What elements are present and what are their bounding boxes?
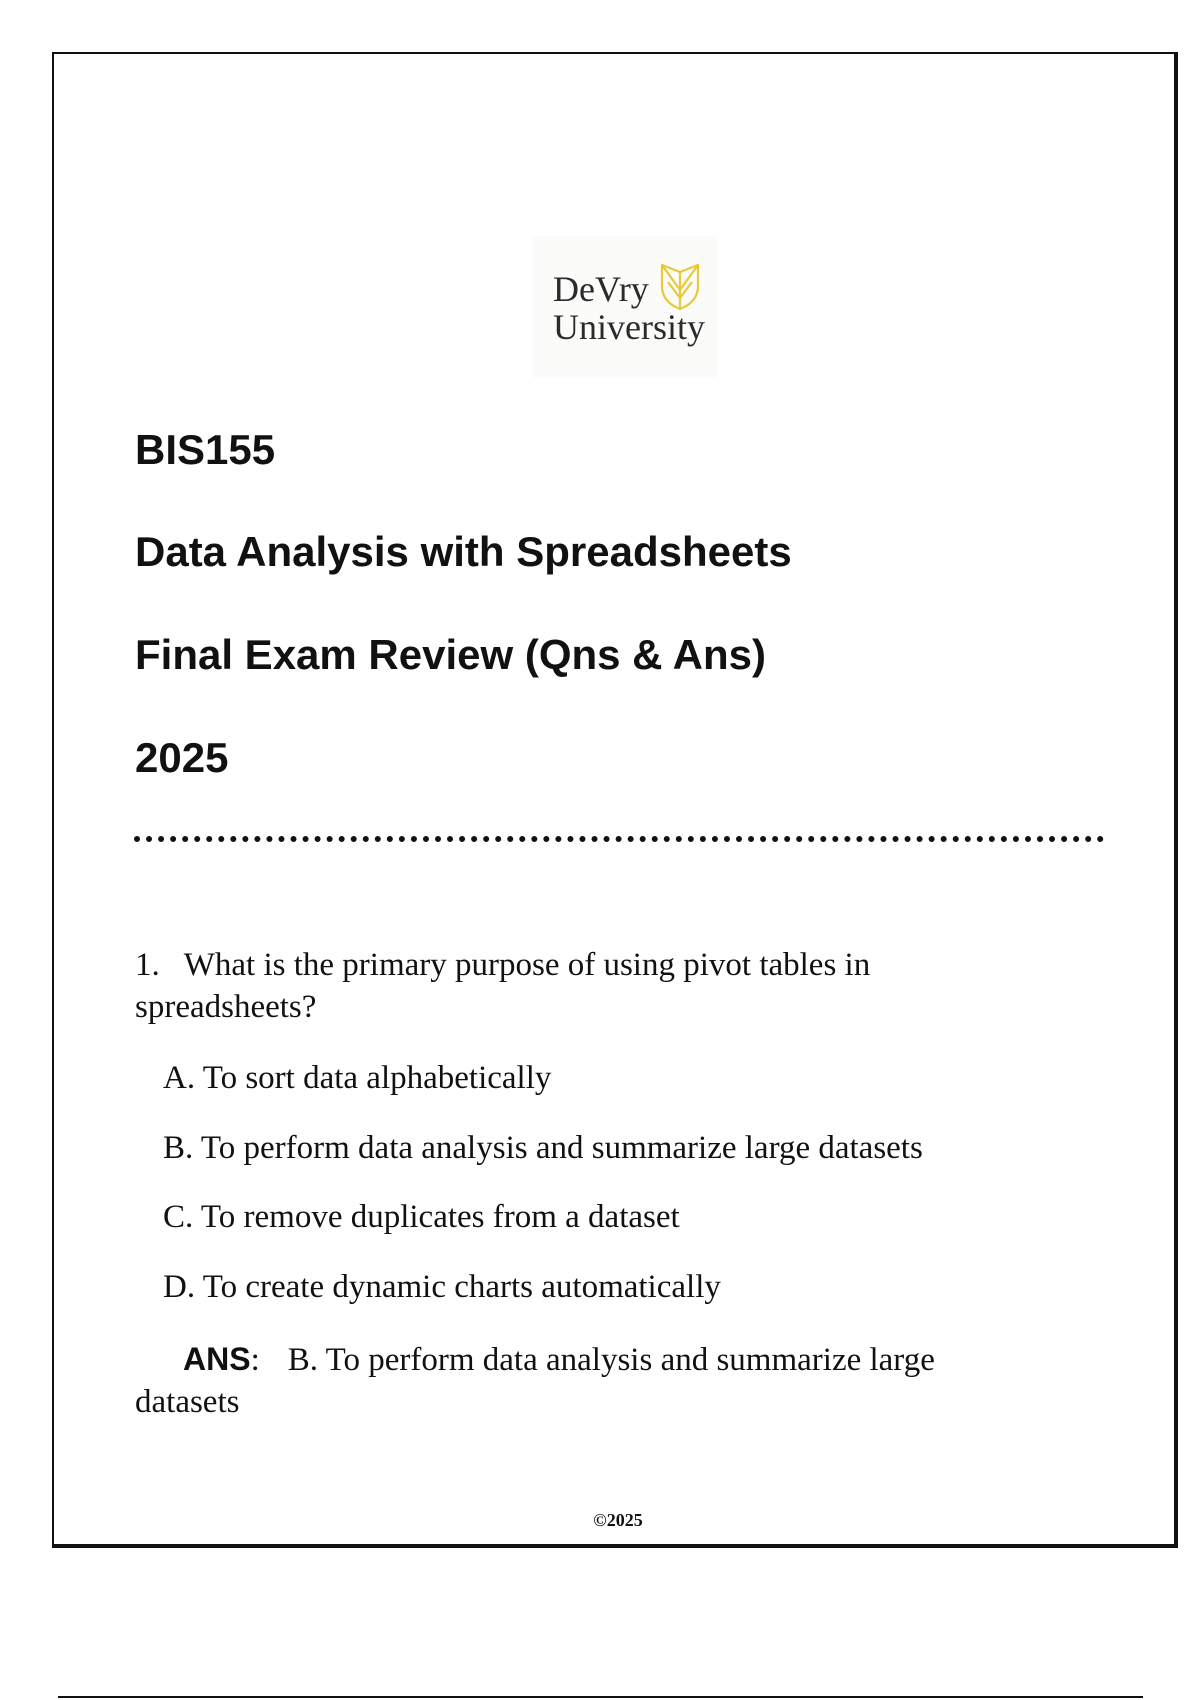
devry-shield-icon [659,262,701,312]
logo-line-university: University [553,307,705,347]
logo-line-devry: DeVry [553,269,649,309]
answer [135,1338,1035,1423]
document-subtitle: Final Exam Review (Qns & Ans) [135,631,766,678]
devry-logo [533,236,717,378]
copyright-footer: ©2025 [593,1510,643,1530]
answer-text: B. To perform data analysis and summarize large datasets [135,1342,935,1420]
option-b: B. To perform data analysis and summarize large datasets [163,1130,923,1166]
option-d: D. To create dynamic charts automatically [163,1269,721,1305]
answer-colon: : [250,1342,260,1378]
option-c: C. To remove duplicates from a dataset [163,1199,680,1235]
option-a: A. To sort data alphabetically [163,1060,552,1096]
question-text: What is the primary purpose of using pivot tables in spreadsheets? [135,947,871,1025]
answer-label: ANS [183,1341,251,1377]
dotted-divider [134,836,1104,842]
bottom-rule [58,1696,1143,1698]
question-number: 1. [135,947,160,983]
course-name: Data Analysis with Spreadsheets [135,528,792,575]
document-year: 2025 [135,734,229,781]
course-code: BIS155 [135,426,276,473]
question-1 [135,944,1035,1028]
